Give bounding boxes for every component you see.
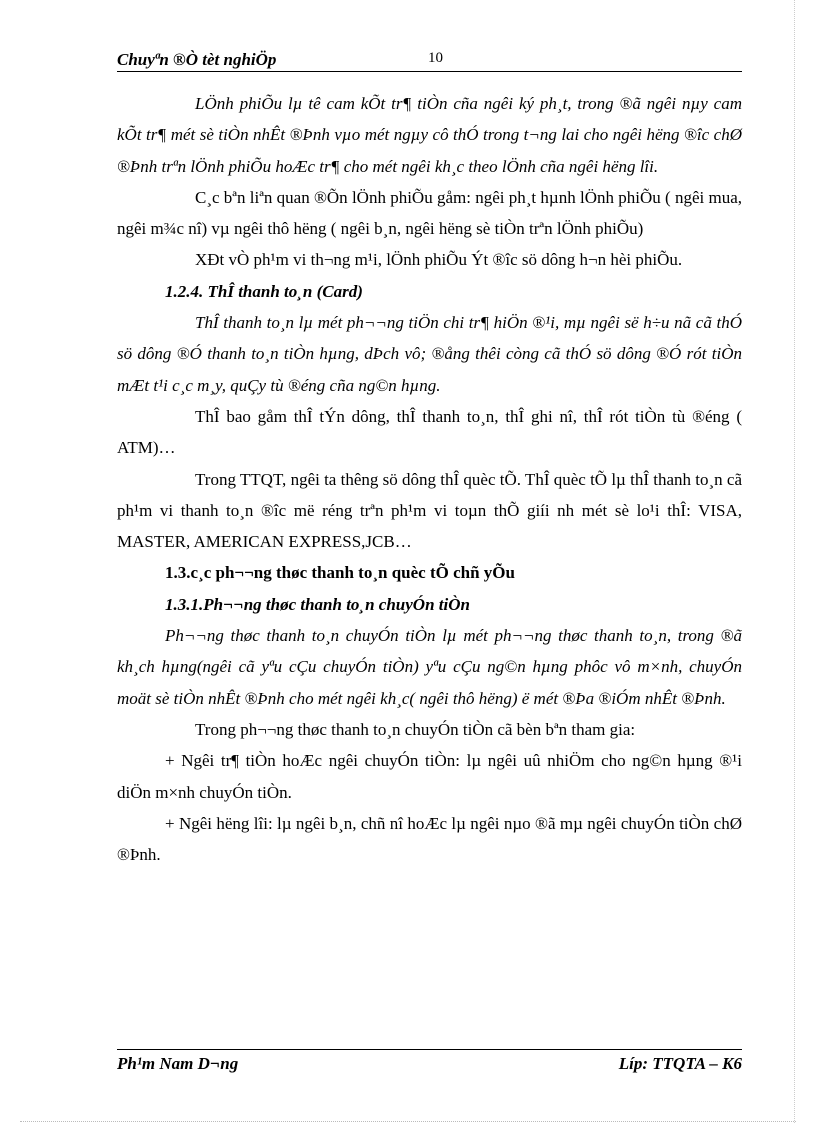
page-header (117, 48, 742, 72)
paragraph-3: XÐt vÒ ph¹m vi th¬ng m¹i, lÖnh phiÕu Ýt ®îc sö dông h¬n hèi phiÕu. (195, 250, 683, 270)
header-title: Chuyªn ®Ò tèt nghiÖp (117, 50, 277, 69)
list-item-payer: + Ngêi tr¶ tiÒn hoÆc ngêi chuyÓn tiÒn: lµ ngêi uû nhiÖm cho ng©n hµng ®¹i diÖn m×nh chuyÓn tiÒn. (117, 751, 742, 802)
page-edge-bottom (20, 1121, 796, 1122)
section-heading-1-3-1: 1.3.1.Ph¬¬ng thøc thanh to¸n chuyÓn tiÒn (165, 594, 470, 614)
list-item-beneficiary: + Ngêi hëng lîi: lµ ngêi b¸n, chñ nî hoÆc lµ ngêi nµo ®ã mµ ngêi chuyÓn tiÒn chØ ®Þnh. (117, 813, 742, 865)
paragraph-8: Trong ph¬¬ng thøc thanh to¸n chuyÓn tiÒn cã bèn bªn tham gia: (195, 719, 636, 739)
paragraph-2: C¸c bªn liªn quan ®Õn lÖnh phiÕu gåm: ngêi ph¸t hµnh lÖnh phiÕu ( ngêi mua, ngêi m¾c nî) vµ ngêi thô hëng ( ngêi b¸n, ngêi hëng sè tiÒn trªn lÖnh phiÕu) (117, 187, 742, 239)
section-heading-1-2-4: 1.2.4. ThÎ thanh to¸n (Card) (165, 281, 363, 301)
paragraph-1: LÖnh phiÕu lµ tê cam kÕt tr¶ tiÒn cña ngêi ký ph¸t, trong ®ã ngêi nµy cam kÕt tr¶ mét sè tiÒn nhÊt ®Þnh vµo mét ngµy cô thÓ trong t¬ng lai cho ngêi hëng ®îc chØ ®Þnh trªn lÖnh phiÕu hoÆc tr¶ cho mét ngêi kh¸c theo lÖnh cña ngêi hëng lîi. (117, 94, 742, 176)
section-heading-1-3: 1.3.c¸c ph¬¬ng thøc thanh to¸n quèc tÕ chñ yÕu (165, 563, 515, 583)
footer-rule (117, 1049, 742, 1050)
paragraph-5: ThÎ bao gåm thÎ tÝn dông, thÎ thanh to¸n, thÎ ghi nî, thÎ rót tiÒn tù ®éng ( ATM)… (117, 406, 742, 458)
document-body (117, 88, 742, 870)
footer-author: Ph¹m Nam D¬ng (117, 1054, 239, 1073)
footer-class: Líp: TTQTA – K6 (618, 1054, 742, 1073)
page-edge-right (794, 0, 795, 1123)
page-number: 10 (428, 50, 443, 66)
paragraph-4: ThÎ thanh to¸n lµ mét ph¬¬ng tiÖn chi tr¶ hiÖn ®¹i, mµ ngêi së h÷u nã cã thÓ sö dông ®Ó thanh to¸n tiÒn hµng, dÞch vô; ®ång thêi còng cã thÓ sö dông ®Ó rót tiÒn mÆt t¹i c¸c m¸y, quÇy tù ®éng cña ng©n hµng. (117, 313, 742, 395)
paragraph-7: Ph¬¬ng thøc thanh to¸n chuyÓn tiÒn lµ mét ph¬¬ng thøc thanh to¸n, trong ®ã kh¸ch hµng(ngêi cã yªu cÇu chuyÓn tiÒn) yªu cÇu ng©n hµng phôc vô m×nh, chuyÓn moät sè tiÒn nhÊt ®Þnh cho mét ngêi kh¸c( ngêi thô hëng) ë mét ®Þa ®iÓm nhÊt ®Þnh. (117, 626, 742, 708)
header-rule (117, 71, 742, 72)
paragraph-6: Trong TTQT, ngêi ta thêng sö dông thÎ quèc tÕ. ThÎ quèc tÕ lµ thÎ thanh to¸n cã ph¹m vi thanh to¸n ®îc më réng trªn ph¹m vi toµn thÕ giíi nh mét sè lo¹i thÎ: VISA, MASTER, AMERICAN EXPRESS,JCB… (117, 469, 742, 552)
